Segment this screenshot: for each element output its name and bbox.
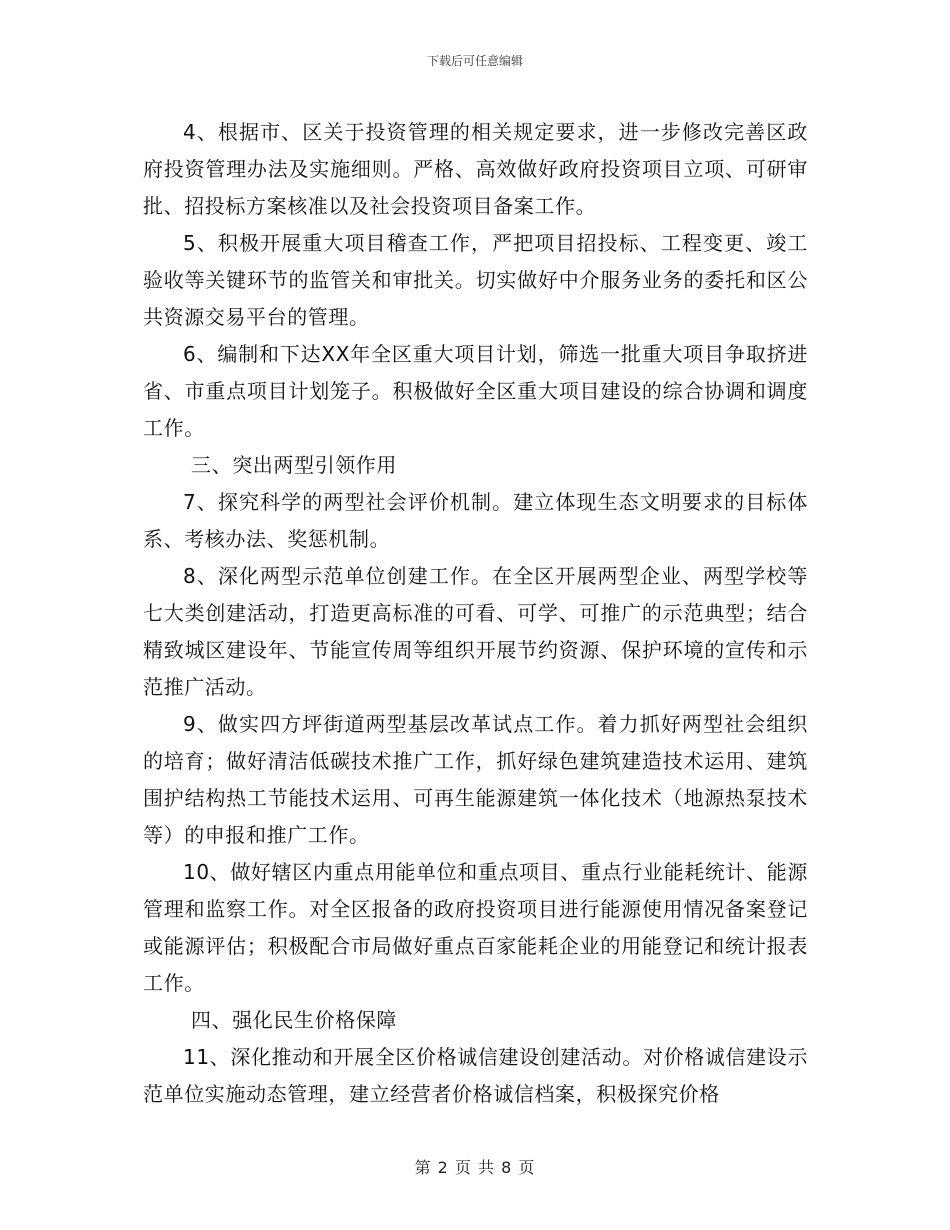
paragraph-item-7: 7、探究科学的两型社会评价机制。建立体现生态文明要求的目标体系、考核办法、奖惩机制。: [143, 490, 808, 551]
paragraph-item-8: 8、深化两型示范单位创建工作。在全区开展两型企业、两型学校等七大类创建活动，打造更高标准的可看、可学、可推广的示范典型；结合精致城区建设年、节能宣传周等组织开展节约资源、保护环境的宣传和示范推广活动。: [143, 564, 808, 699]
section-heading-4: 四、强化民生价格保障: [191, 1008, 397, 1032]
section-heading-3: 三、突出两型引领作用: [191, 453, 397, 477]
page-number-footer: 第 2 页 共 8 页: [414, 1158, 536, 1177]
paragraph-item-9: 9、做实四方坪街道两型基层改革试点工作。着力抓好两型社会组织的培育；做好清洁低碳技术推广工作，抓好绿色建筑建造技术运用、建筑围护结构热工节能技术运用、可再生能源建筑一体化技术（地源热泵技术等）的申报和推广工作。: [143, 712, 808, 847]
paragraph-item-6: 6、编制和下达XX年全区重大项目计划，筛选一批重大项目争取挤进省、市重点项目计划笼子。积极做好全区重大项目建设的综合协调和调度工作。: [143, 342, 808, 440]
paragraph-item-5: 5、积极开展重大项目稽查工作，严把项目招投标、工程变更、竣工验收等关键环节的监管关和审批关。切实做好中介服务业务的委托和区公共资源交易平台的管理。: [143, 231, 808, 329]
paragraph-item-4: 4、根据市、区关于投资管理的相关规定要求，进一步修改完善区政府投资管理办法及实施细则。严格、高效做好政府投资项目立项、可研审批、招投标方案核准以及社会投资项目备案工作。: [143, 120, 808, 218]
paragraph-item-10: 10、做好辖区内重点用能单位和重点项目、重点行业能耗统计、能源管理和监察工作。对全区报备的政府投资项目进行能源使用情况备案登记或能源评估；积极配合市局做好重点百家能耗企业的用能登记和统计报表工作。: [143, 860, 808, 995]
document-body: [143, 114, 808, 1113]
paragraph-item-11: 11、深化推动和开展全区价格诚信建设创建活动。对价格诚信建设示范单位实施动态管理，建立经营者价格诚信档案，积极探究价格: [143, 1045, 808, 1106]
page-header: 下载后可任意编辑: [426, 54, 523, 68]
